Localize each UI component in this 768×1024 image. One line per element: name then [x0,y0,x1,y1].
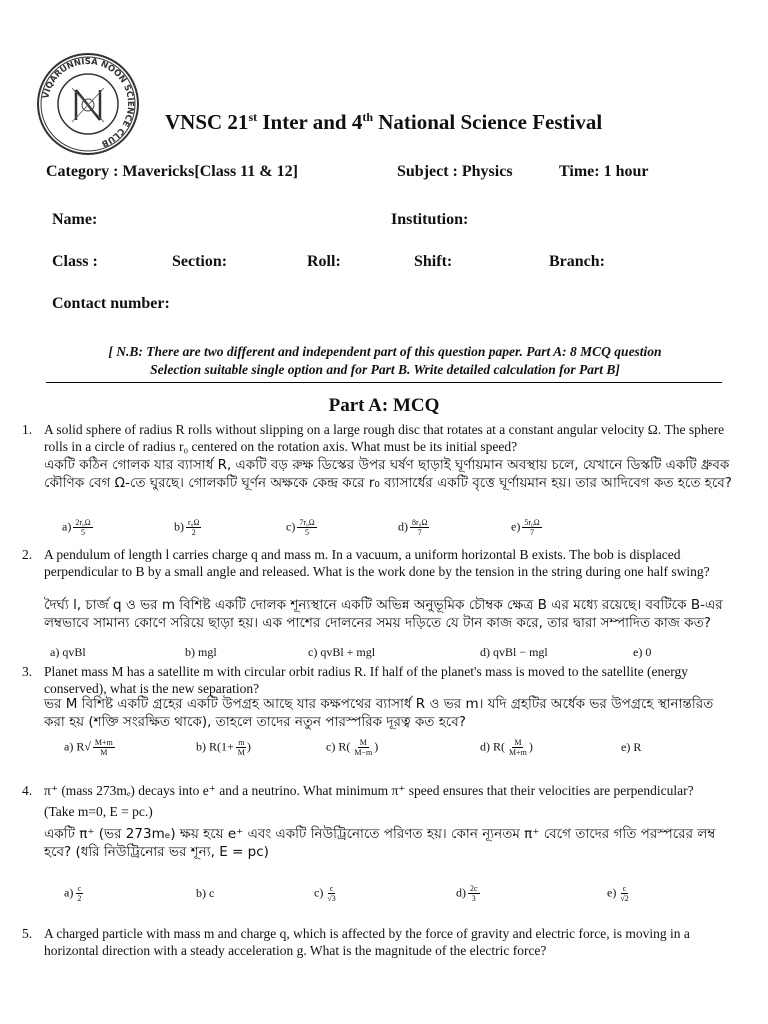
question-1-text-bn: একটি কঠিন গোলক যার ব্যাসার্ধ R, একটি বড় রুক্ষ ডিস্কের উপর ঘর্ষণ ছাড়াই ঘূর্ণায়মান অবস্থায় চলে, যেখানে ডিস্কটি একটি ধ্রুবক কৌণিক বেগ Ω-তে ঘুরছে। গোলকটি ঘূর্ণন অক্ষকে কেন্দ্র করে r₀ ব্যাসার্ধের একটি বৃত্তে ঘূর্ণায়মান হয়। তার আদিবেগ কত হতে হবে? [44,457,732,491]
option-1a[interactable]: a) $\frac{\text{2r₀Ω}}{5}$ [62,518,91,537]
question-2-text-en: A pendulum of length l carries charge q and mass m. In a vacuum, a uniform horizontal B exists. The bob is displaced perpendicular to B by a small angle and released. What is the work done by the tension in the string during one half swing? [44,547,710,579]
option-1c[interactable]: c) $\frac{\text{7r₀Ω}}{5}$ [286,518,315,537]
question-4-text-en-2: (Take m=0, E = pc.) [44,804,153,819]
question-number: 1. [22,422,33,437]
roll-field-label: Roll: [307,253,341,270]
option-3d[interactable]: d) R( $\frac{M}{M+m}$ ) [480,738,533,757]
option-2e[interactable]: e) 0 [633,645,652,659]
option-3a[interactable]: a) R√ $\frac{M+m}{M}$ [64,738,113,757]
option-2d[interactable]: d) qvBl − mgl [480,645,548,659]
question-1-text-en: A solid sphere of radius R rolls without slipping on a large rough disc that rotates at a constant angular velocity Ω. The sphere rolls in a circle of radius r₀ centered on the rotation axis. What must be its initial speed? [44,422,725,454]
divider [46,382,722,383]
part-a-title: Part A: MCQ [328,395,440,416]
question-3-text-bn: ভর M বিশিষ্ট একটি গ্রহের একটি উপগ্রহ আছে যার কক্ষপথের ব্যাসার্ধ R ও ভর m। যদি গ্রহটির অর্ধেক ভর উপগ্রহে স্থানান্তরিত করা হয় (শক্তি সংরক্ষিত থাকে), তাহলে তাদের নতুন পারস্পরিক দূরত্ব কত হবে? [44,696,714,730]
option-1e[interactable]: e) $\frac{\text{5r₀Ω}}{7}$ [511,518,540,537]
option-2a[interactable]: a) qvBl [50,645,86,659]
time-label: Time: 1 hour [559,163,649,180]
question-3-text-en: Planet mass M has a satellite m with circular orbit radius R. If half of the planet's mass is moved to the satellite (energy conserved), what is the new separation? [44,664,689,696]
subject-label: Subject : Physics [397,163,513,180]
question-2-text-bn: দৈর্ঘ্য l, চার্জ q ও ভর m বিশিষ্ট একটি দোলক শূন্যস্থানে একটি অভিন্ন অনুভূমিক চৌম্বক ক্ষেত্র B এর মধ্যে রয়েছে। ববটিকে B-এর লম্বভাবে সামান্য কোণে সরিয়ে ছাড়া হয়। এক পাশের দোলনের সময় দড়িতে যে টান কাজ করে, তার দ্বারা সম্পাদিত কাজ কত? [44,597,723,631]
option-4b[interactable]: b) c [196,886,215,900]
club-logo [36,52,140,156]
option-4c[interactable]: c) $\frac{c}{√3}$ [314,884,336,903]
option-2b[interactable]: b) mgl [185,645,217,659]
section-field-label: Section: [172,253,228,270]
option-2c[interactable]: c) qvBl + mgl [308,645,376,659]
question-4-text-bn: একটি π⁺ (ভর 273mₑ) ক্ষয় হয়ে e⁺ এবং একটি নিউট্রিনোতে পরিণত হয়। কোন ন্যূনতম π⁺ বেগে তাদের গতি পরস্পরের লম্ব হবে? (ধরি নিউট্রিনোর ভর শূন্য, E = pc) [44,826,716,860]
shift-field-label: Shift: [414,253,453,270]
option-1d[interactable]: d) $\frac{\text{8r₀Ω}}{7}$ [398,518,428,537]
option-3c[interactable]: c) R( $\frac{M}{M-m}$ ) [326,738,379,757]
category-label: Category : Mavericks[Class 11 & 12] [46,163,298,180]
option-3b[interactable]: b) R(1+ $\frac{m}{M}$ ) [196,738,251,757]
name-field-label: Name: [52,211,98,228]
note-line-1: [ N.B: There are two different and independent part of this question paper. Part A: 8 MCQ question [108,344,662,359]
question-4-text-en: π⁺ (mass 273mₑ) decays into e⁺ and a neutrino. What minimum π⁺ speed ensures that their velocities are perpendicular? [44,783,694,798]
question-number: 5. [22,926,33,941]
option-3e[interactable]: e) R [621,740,642,754]
question-5-text-en: A charged particle with mass m and charge q, which is affected by the force of gravity and electric force, is moving in a horizontal direction with a steady acceleration g. What is the magnitude of the electric force? [44,926,690,958]
page-title: VNSC 21st Inter and 4th National Science Festival [165,110,603,134]
contact-field-label: Contact number: [52,295,170,312]
branch-field-label: Branch: [549,253,605,270]
instructions-note [60,343,710,379]
option-4d[interactable]: d) $\frac{2c}{3}$ [456,884,478,903]
class-field-label: Class : [52,253,98,270]
logo-text: VIQARUNNISA NOON SCIENCE CLUB [41,56,136,149]
question-number: 4. [22,783,33,798]
question-number: 3. [22,664,33,679]
note-line-2: Selection suitable single option and for Part B. Write detailed calculation for Part B] [150,362,620,377]
option-1b[interactable]: b) $\frac{\text{r₀Ω}}{2}$ [174,518,200,537]
option-4e[interactable]: e) $\frac{c}{√2}$ [607,884,629,903]
question-number: 2. [22,547,33,562]
institution-field-label: Institution: [391,211,469,228]
option-4a[interactable]: a) $\frac{c}{2}$ [64,884,82,903]
